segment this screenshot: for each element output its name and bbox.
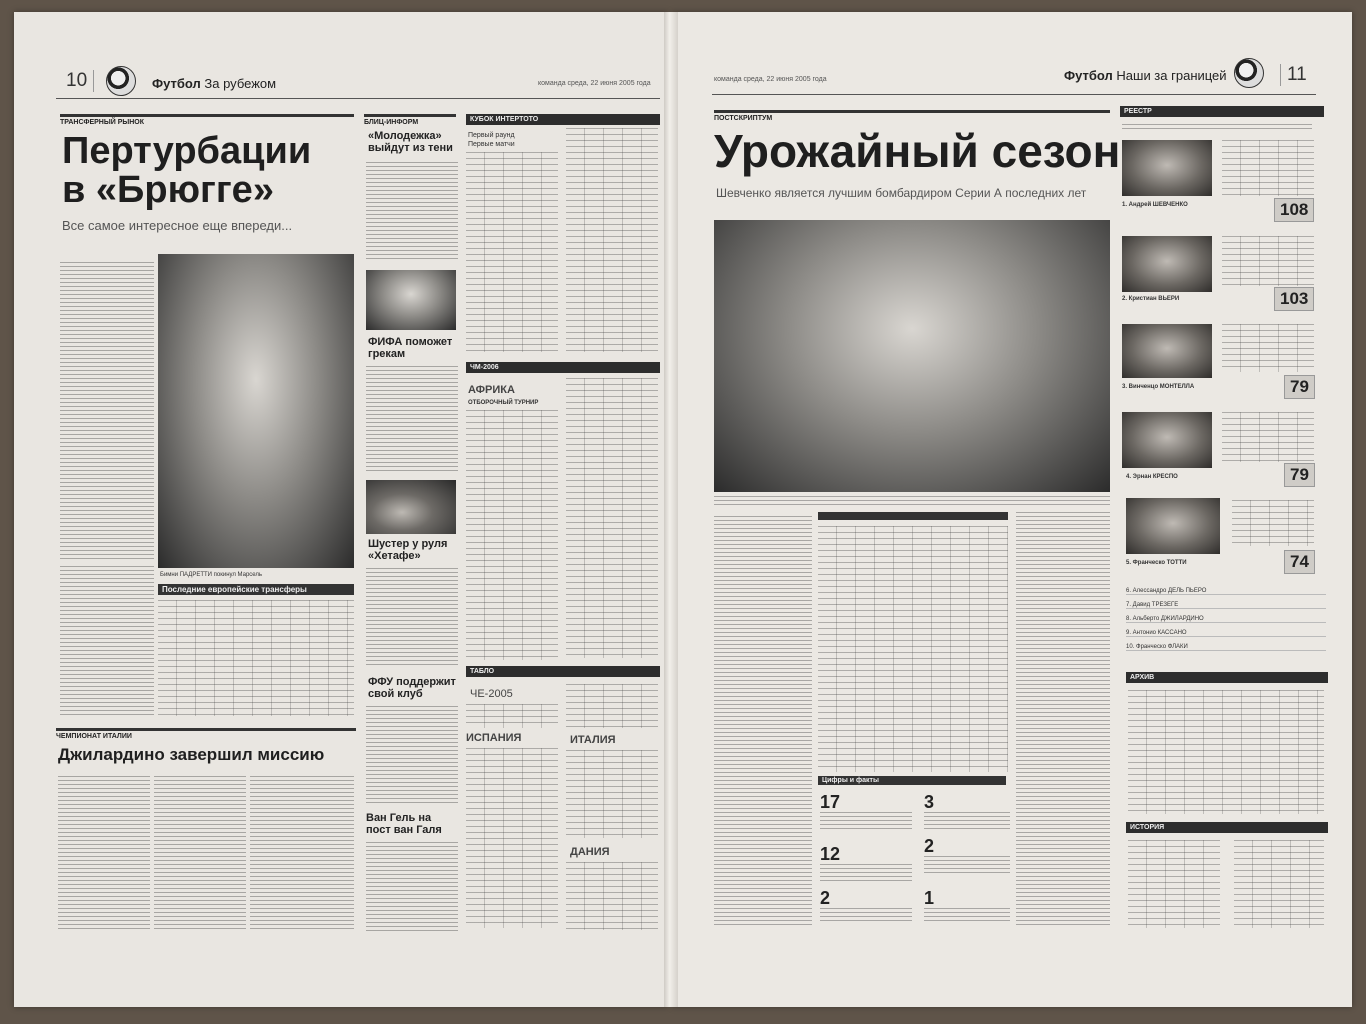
main-photo-caption	[714, 496, 1110, 506]
stat-value-5: 2	[820, 888, 831, 908]
left-header-rule	[56, 98, 660, 99]
blitz-item5-title: Ван Гель на пост ван Галя	[366, 812, 442, 837]
intertoto-sub1: Первый раунд	[468, 132, 515, 139]
blitz-item4-title: ФФУ поддержит свой клуб	[368, 676, 456, 701]
tablo-denmark-table	[566, 862, 658, 930]
register-rubric: РЕЕСТР	[1120, 106, 1324, 117]
stat-text-6	[924, 908, 1010, 922]
left-dateline: команда среда, 22 июня 2005 года	[538, 80, 651, 87]
player-name-5: 5. Франческо ТОТТИ	[1126, 560, 1187, 566]
italy-body-text-2	[154, 776, 246, 932]
tablo-country-italy: ИТАЛИЯ	[570, 734, 616, 746]
blitz-item2-title: ФИФА поможет грекам	[368, 336, 453, 361]
transfer-headline-line2: в «Брюгге»	[62, 168, 274, 211]
main-headline: Урожайный сезон	[714, 125, 1121, 177]
transfer-table-title: Последние европейские трансферы	[158, 584, 354, 595]
player-name-2: 2. Кристиан ВЬЕРИ	[1122, 296, 1180, 302]
player-photo-1	[1122, 140, 1212, 196]
player-goals-1: 108	[1274, 198, 1314, 222]
player-goals-4: 79	[1284, 463, 1315, 487]
right-section-name: Футбол	[1064, 68, 1113, 83]
stat-text-1	[820, 812, 912, 832]
blitz-item1-text	[366, 162, 458, 262]
right-section-title	[1064, 68, 1227, 83]
right-page-number: 11	[1280, 64, 1313, 86]
main-rubric: ПОСТСКРИПТУМ	[714, 110, 1110, 122]
stat-text-3	[820, 864, 912, 882]
tablo-right-table	[566, 684, 658, 728]
blitz-item2-text	[366, 366, 458, 472]
blitz-item5-text	[366, 842, 458, 934]
stat-value-3: 12	[820, 844, 841, 864]
wc-region: АФРИКА	[468, 384, 515, 396]
italy-body-text-1	[58, 776, 150, 932]
blitz-rubric: БЛИЦ-ИНФОРМ	[364, 114, 456, 126]
transfer-photo-caption: Бимни ПАДРЕТТИ покинул Марсель	[160, 572, 263, 578]
tablo-italy-table	[566, 750, 658, 838]
tablo-event: ЧЕ-2005	[470, 688, 513, 700]
main-stats-table	[818, 526, 1008, 772]
stat-value-1: 17	[820, 792, 841, 812]
italy-body-text-3	[250, 776, 354, 932]
other-player-1: 6. Алессандро ДЕЛЬ ПЬЕРО	[1126, 588, 1326, 595]
transfer-body-text	[60, 262, 154, 562]
transfer-headline	[62, 132, 311, 210]
right-header-rule	[712, 94, 1316, 95]
transfer-headline-line1: Пертурбации	[62, 130, 312, 172]
wc-results-left	[466, 410, 558, 660]
italy-headline: Джилардино завершил миссию	[58, 745, 325, 764]
main-lead: Шевченко является лучшим бомбардиром Серии А последних лет	[716, 186, 1087, 200]
tablo-rubric: ТАБЛО	[466, 666, 660, 677]
player-stats-3	[1222, 324, 1314, 372]
left-section-sub: За рубежом	[204, 76, 277, 91]
tablo-spain-table	[466, 748, 558, 928]
main-body-text-3	[1016, 512, 1110, 928]
main-stats-table-header	[818, 512, 1008, 520]
player-goals-5: 74	[1284, 550, 1315, 574]
player-stats-5	[1232, 500, 1314, 546]
player-photo-3	[1122, 324, 1212, 378]
main-match-photo	[714, 220, 1110, 492]
blitz-item3-text	[366, 568, 458, 668]
stat-value-2: 3	[924, 792, 935, 812]
other-player-2: 7. Давид ТРЕЗЕГЕ	[1126, 602, 1326, 609]
stat-text-2	[924, 812, 1010, 832]
player-photo-5	[1126, 498, 1220, 554]
wc-sub: ОТБОРОЧНЫЙ ТУРНИР	[468, 400, 539, 406]
right-section-sub: Наши за границей	[1116, 68, 1227, 83]
transfer-player-photo	[158, 254, 354, 568]
page-fold	[664, 12, 678, 1007]
player-goals-2: 103	[1274, 287, 1314, 311]
intertoto-results-left	[466, 152, 558, 352]
tablo-country-spain: ИСПАНИЯ	[466, 732, 522, 744]
blitz-item3-title: Шустер у руля «Хетафе»	[368, 538, 448, 563]
stat-text-5	[820, 908, 912, 922]
player-photo-2	[1122, 236, 1212, 292]
left-section-title	[152, 76, 276, 91]
football-icon	[1234, 58, 1264, 88]
player-photo-4	[1122, 412, 1212, 468]
blitz-item1-title: «Молодежка» выйдут из тени	[368, 130, 453, 155]
other-player-3: 8. Альберто ДЖИЛАРДИНО	[1126, 616, 1326, 623]
stat-value-4: 2	[924, 836, 935, 856]
other-player-5: 10. Франческо ФЛАКИ	[1126, 644, 1326, 651]
blitz-item4-text	[366, 706, 458, 806]
main-stats-table-box	[818, 512, 1008, 776]
player-name-3: 3. Винченцо МОНТЕЛЛА	[1122, 384, 1195, 390]
player-stats-4	[1222, 412, 1314, 462]
history-rubric: ИСТОРИЯ	[1126, 822, 1328, 833]
register-intro	[1122, 124, 1312, 132]
intertoto-rubric: КУБОК ИНТЕРТОТО	[466, 114, 660, 125]
intertoto-results-right	[566, 128, 658, 352]
left-section-name: Футбол	[152, 76, 201, 91]
transfer-table	[158, 600, 354, 716]
tablo-event-table	[466, 704, 558, 728]
history-table-left	[1128, 840, 1220, 928]
stat-value-6: 1	[924, 888, 935, 908]
stat-text-4	[924, 856, 1010, 876]
player-stats-1	[1222, 140, 1314, 196]
stats-box-rubric: Цифры и факты	[818, 776, 1006, 785]
wc-results-right	[566, 378, 658, 658]
player-stats-2	[1222, 236, 1314, 286]
left-page-number: 10	[66, 70, 94, 92]
blitz-official-photo	[366, 270, 456, 330]
right-dateline: команда среда, 22 июня 2005 года	[714, 76, 827, 83]
other-player-4: 9. Антонио КАССАНО	[1126, 630, 1326, 637]
history-table-right	[1234, 840, 1324, 928]
player-name-1: 1. Андрей ШЕВЧЕНКО	[1122, 202, 1188, 208]
main-body-text-1	[714, 516, 812, 928]
blitz-coach-photo	[366, 480, 456, 534]
transfer-body-text-2	[60, 566, 154, 716]
italy-rubric: ЧЕМПИОНАТ ИТАЛИИ	[56, 728, 356, 740]
player-goals-3: 79	[1284, 375, 1315, 399]
player-name-4: 4. Эрнан КРЕСПО	[1126, 474, 1178, 480]
transfer-lead: Все самое интересное еще впереди...	[62, 218, 293, 233]
football-icon	[106, 66, 136, 96]
archive-table	[1128, 690, 1324, 814]
archive-rubric: АРХИВ	[1126, 672, 1328, 683]
intertoto-sub2: Первые матчи	[468, 141, 515, 148]
tablo-country-denmark: ДАНИЯ	[570, 846, 610, 858]
transfer-rubric: ТРАНСФЕРНЫЙ РЫНОК	[60, 114, 354, 126]
wc-rubric: ЧМ-2006	[466, 362, 660, 373]
